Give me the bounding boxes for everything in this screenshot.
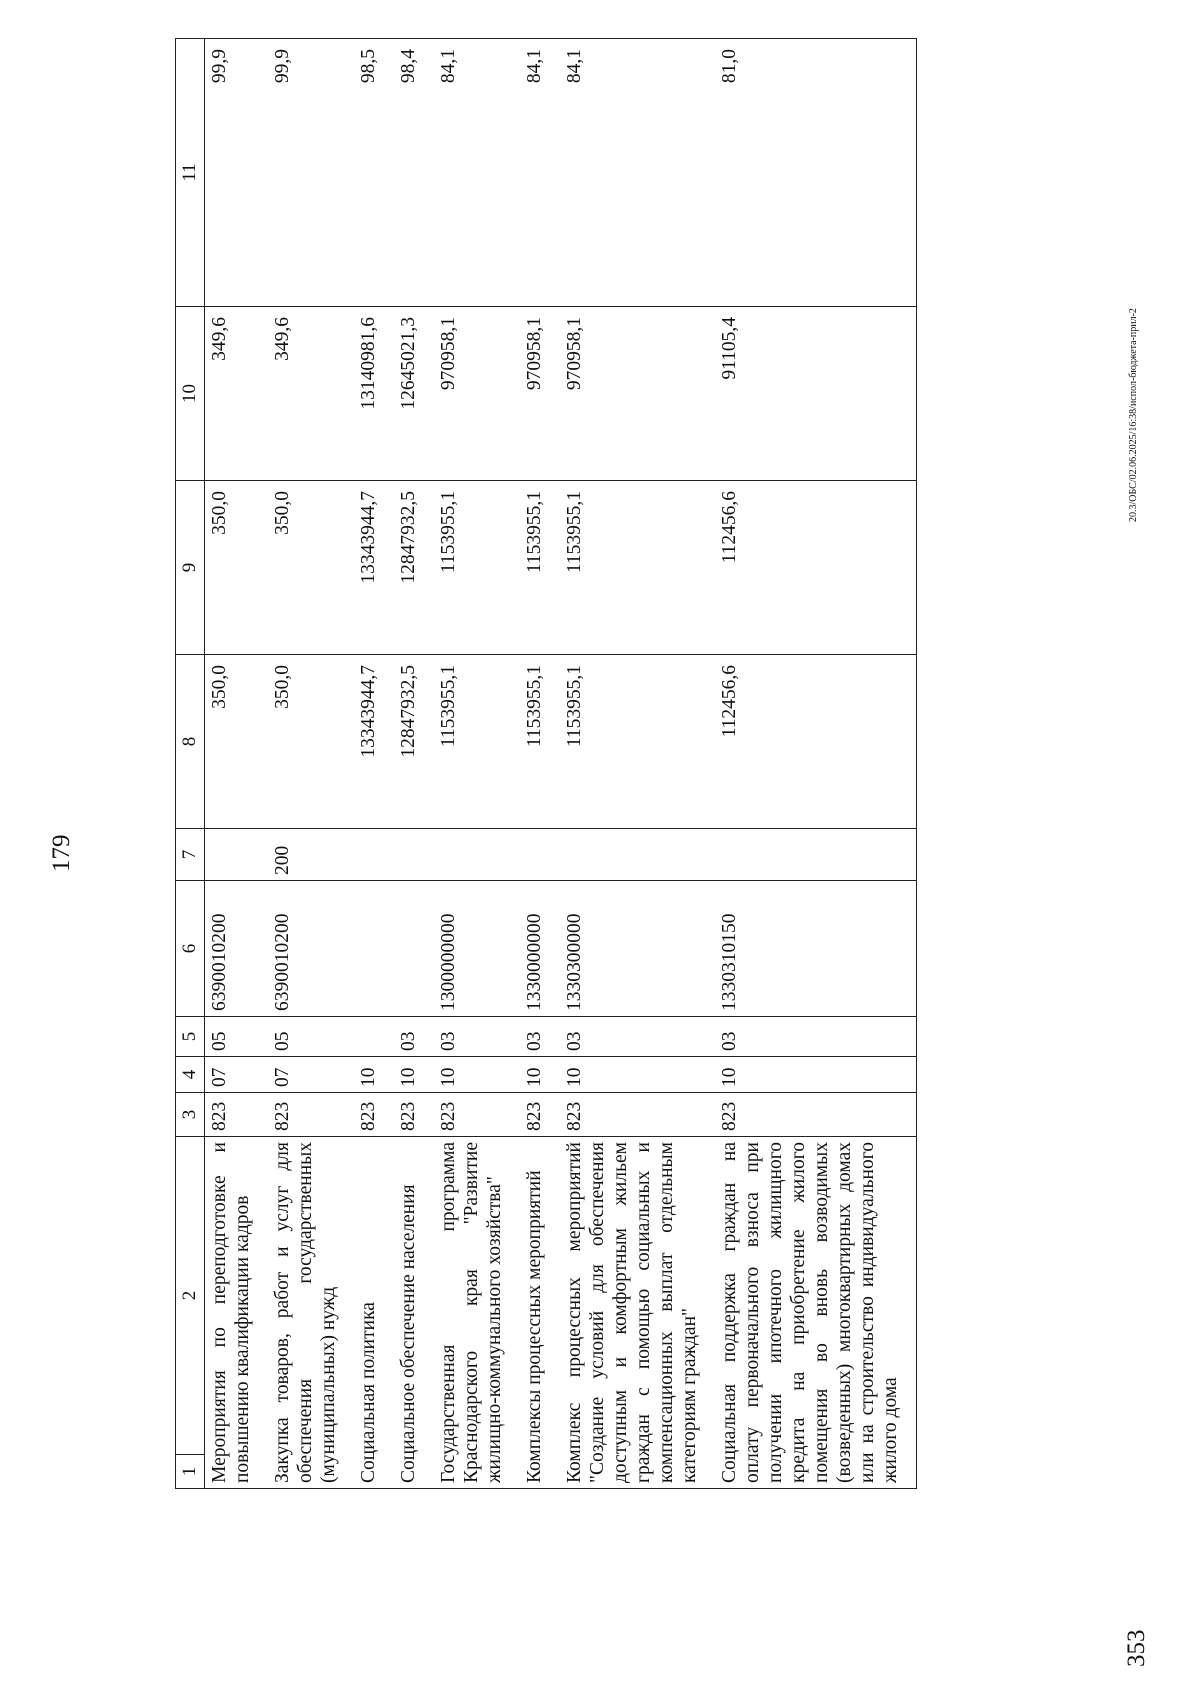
cell-c5: 03	[715, 1017, 917, 1057]
cell-c9: 350,0	[268, 481, 354, 655]
row-name: Комплексы процессных мероприятий	[520, 1137, 560, 1489]
cell-c11: 99,9	[268, 39, 354, 307]
cell-c5: 05	[268, 1017, 354, 1057]
row-name: Социальная поддержка граждан на оплату первоначального взноса при получении ипотечного жилищного кредита на приобретение жилого помещения во вновь возводимых (возведенных) многоквартирных домах или на строительство индивидуального жилого дома	[715, 1137, 917, 1489]
cell-c3: 823	[394, 1093, 434, 1137]
cell-c7	[715, 829, 917, 881]
cell-c8: 1153955,1	[560, 655, 715, 829]
table-row	[560, 39, 715, 1489]
header-cell: 7	[176, 829, 205, 881]
header-cell: 2	[176, 1137, 205, 1455]
cell-c11: 98,5	[354, 39, 394, 307]
header-cell: 6	[176, 881, 205, 1017]
header-cell: 4	[176, 1057, 205, 1093]
cell-c7	[354, 829, 394, 881]
cell-c4: 10	[715, 1057, 917, 1093]
cell-c6: 6390010200	[205, 881, 269, 1017]
cell-c4: 10	[520, 1057, 560, 1093]
cell-c5: 03	[434, 1017, 520, 1057]
table-row	[394, 39, 434, 1489]
header-cell: 9	[176, 481, 205, 655]
cell-c8: 1153955,1	[434, 655, 520, 829]
cell-c10: 970958,1	[560, 307, 715, 481]
cell-c6: 1330300000	[560, 881, 715, 1017]
cell-c4: 07	[268, 1057, 354, 1093]
cell-c6	[394, 881, 434, 1017]
footer-code: 20.3/ОБС/02.06.2025/16:38/испол-бюджета-прил-2	[1128, 308, 1139, 522]
cell-c10: 13140981,6	[354, 307, 394, 481]
cell-c5: 03	[560, 1017, 715, 1057]
cell-c11: 84,1	[434, 39, 520, 307]
cell-c9: 13343944,7	[354, 481, 394, 655]
table-row	[205, 39, 269, 1489]
cell-c11: 98,4	[394, 39, 434, 307]
cell-c3: 823	[715, 1093, 917, 1137]
table-row	[434, 39, 520, 1489]
row-name: Государственная программа Краснодарского края "Развитие жилищно-коммунального хозяйства"	[434, 1137, 520, 1489]
cell-c7	[434, 829, 520, 881]
cell-c11: 81,0	[715, 39, 917, 307]
cell-c4: 07	[205, 1057, 269, 1093]
cell-c11: 84,1	[560, 39, 715, 307]
table-row	[268, 39, 354, 1489]
cell-c6: 1330000000	[520, 881, 560, 1017]
cell-c9: 1153955,1	[560, 481, 715, 655]
header-cell: 5	[176, 1017, 205, 1057]
cell-c10: 970958,1	[434, 307, 520, 481]
cell-c9: 12847932,5	[394, 481, 434, 655]
row-name: Закупка товаров, работ и услуг для обеспечения государственных (муниципальных) нужд	[268, 1137, 354, 1489]
cell-c9: 350,0	[205, 481, 269, 655]
cell-c8: 112456,6	[715, 655, 917, 829]
cell-c3: 823	[434, 1093, 520, 1137]
cell-c5: 03	[394, 1017, 434, 1057]
cell-c6	[354, 881, 394, 1017]
cell-c9: 1153955,1	[520, 481, 560, 655]
cell-c8: 350,0	[268, 655, 354, 829]
cell-c7	[394, 829, 434, 881]
cell-c10: 349,6	[205, 307, 269, 481]
header-cell: 3	[176, 1093, 205, 1137]
cell-c10: 970958,1	[520, 307, 560, 481]
cell-c10: 12645021,3	[394, 307, 434, 481]
cell-c4: 10	[560, 1057, 715, 1093]
cell-c7: 200	[268, 829, 354, 881]
cell-c6: 1330310150	[715, 881, 917, 1017]
row-name: Социальное обеспечение населения	[394, 1137, 434, 1489]
cell-c6: 1300000000	[434, 881, 520, 1017]
cell-c9: 112456,6	[715, 481, 917, 655]
header-cell: 11	[176, 39, 205, 307]
cell-c4: 10	[354, 1057, 394, 1093]
table-row	[354, 39, 394, 1489]
cell-c11: 99,9	[205, 39, 269, 307]
page-number: 179	[48, 834, 75, 872]
cell-c8: 1153955,1	[520, 655, 560, 829]
cell-c8: 350,0	[205, 655, 269, 829]
cell-c6: 6390010200	[268, 881, 354, 1017]
cell-c5	[354, 1017, 394, 1057]
header-row	[176, 39, 205, 1489]
table-row	[715, 39, 917, 1489]
cell-c10: 349,6	[268, 307, 354, 481]
row-name: Комплекс процессных мероприятий "Создание условий для обеспечения доступным и комфортным жильем граждан с помощью социальных и компенсационных выплат отдельным категориям граждан"	[560, 1137, 715, 1489]
cell-c7	[560, 829, 715, 881]
cell-c10: 91105,4	[715, 307, 917, 481]
cell-c8: 13343944,7	[354, 655, 394, 829]
row-name: Мероприятия по переподготовке и повышению квалификации кадров	[205, 1137, 269, 1489]
cell-c3: 823	[354, 1093, 394, 1137]
cell-c8: 12847932,5	[394, 655, 434, 829]
sheet-number: 353	[1123, 1629, 1150, 1667]
cell-c5: 03	[520, 1017, 560, 1057]
cell-c3: 823	[205, 1093, 269, 1137]
cell-c7	[205, 829, 269, 881]
cell-c9: 1153955,1	[434, 481, 520, 655]
cell-c3: 823	[520, 1093, 560, 1137]
table-row	[520, 39, 560, 1489]
header-cell: 10	[176, 307, 205, 481]
row-name: Социальная политика	[354, 1137, 394, 1489]
cell-c3: 823	[268, 1093, 354, 1137]
cell-c5: 05	[205, 1017, 269, 1057]
header-cell: 8	[176, 655, 205, 829]
cell-c4: 10	[394, 1057, 434, 1093]
header-cell: 1	[176, 1455, 205, 1489]
cell-c3: 823	[560, 1093, 715, 1137]
cell-c7	[520, 829, 560, 881]
cell-c11: 84,1	[520, 39, 560, 307]
cell-c4: 10	[434, 1057, 520, 1093]
budget-table	[175, 38, 917, 1489]
